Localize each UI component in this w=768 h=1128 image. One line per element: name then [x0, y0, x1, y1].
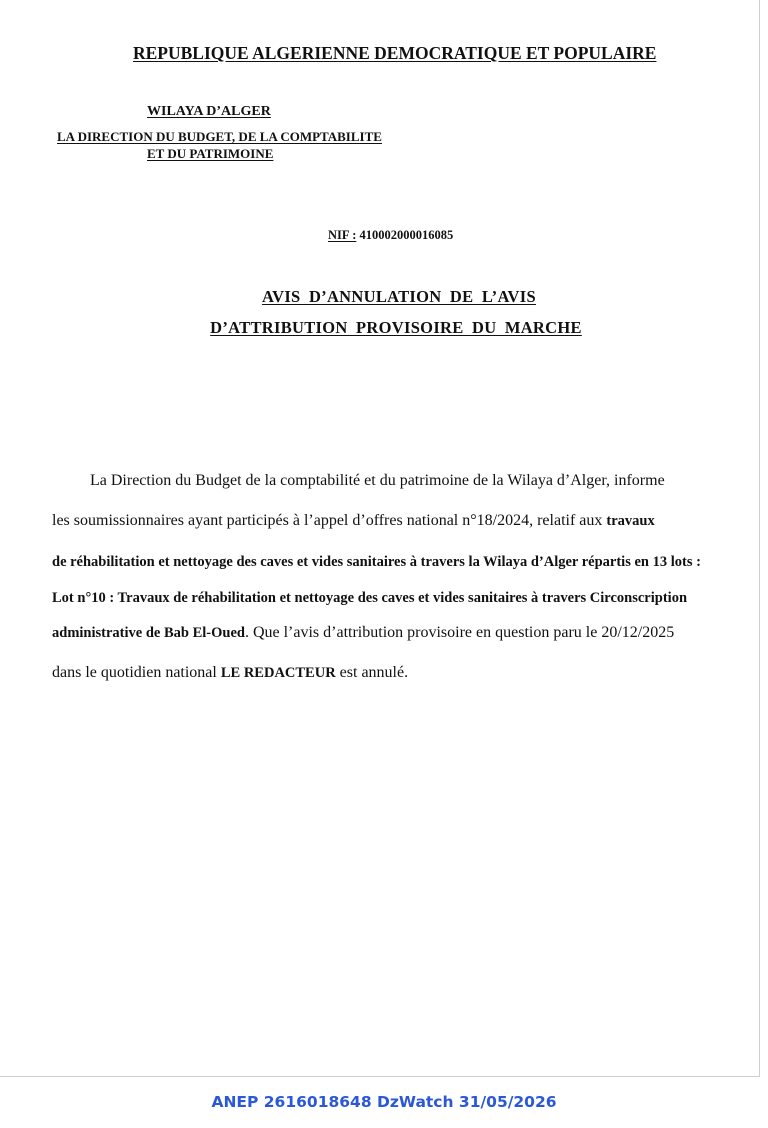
nif-label: NIF : [328, 228, 357, 242]
footer-reference: ANEP 2616018648 DzWatch 31/05/2026 [211, 1093, 557, 1111]
direction-line-2: ET DU PATRIMOINE [147, 146, 274, 161]
body-line-4 [52, 589, 687, 607]
direction-line-1: LA DIRECTION DU BUDGET, DE LA COMPTABILITE [57, 129, 382, 144]
body-line-3 [52, 553, 701, 571]
notice-title-line-2: D’ATTRIBUTION PROVISOIRE DU MARCHE [210, 318, 582, 337]
body-line-1: La Direction du Budget de la comptabilité et du patrimoine de la Wilaya d’Alger, informe [90, 472, 665, 489]
body-line-4-bold: Lot n°10 : Travaux de réhabilitation et nettoyage des caves et vides sanitaires à travers Circonscription [52, 590, 688, 606]
body-line-5-text: . Que l’avis d’attribution provisoire en question paru le 20/12/2025 [244, 624, 675, 641]
body-line-2 [52, 512, 655, 530]
body-line-6-text-b: est annulé. [335, 664, 409, 681]
body-line-6-bold: LE REDACTEUR [220, 665, 336, 681]
notice-title-line-1: AVIS D’ANNULATION DE L’AVIS [262, 287, 536, 306]
body-line-3-bold: de réhabilitation et nettoyage des caves et vides sanitaires à travers la Wilaya d’Alger répartis en 13 lots : [52, 554, 701, 570]
body-line-6-text-a: dans le quotidien national [52, 664, 221, 681]
body-line-5 [52, 624, 674, 642]
body-line-2-text: les soumissionnaires ayant participés à l’appel d’offres national n°18/2024, relatif aux [52, 512, 607, 529]
body-line-5-bold: administrative de Bab El-Oued [52, 625, 245, 641]
republic-heading: REPUBLIQUE ALGERIENNE DEMOCRATIQUE ET POPULAIRE [133, 43, 657, 63]
nif-value: 410002000016085 [359, 228, 454, 242]
body-line-6 [52, 664, 408, 682]
body-line-2-bold: travaux [606, 513, 655, 529]
nif-line [328, 228, 453, 243]
wilaya-heading: WILAYA D’ALGER [147, 104, 271, 119]
